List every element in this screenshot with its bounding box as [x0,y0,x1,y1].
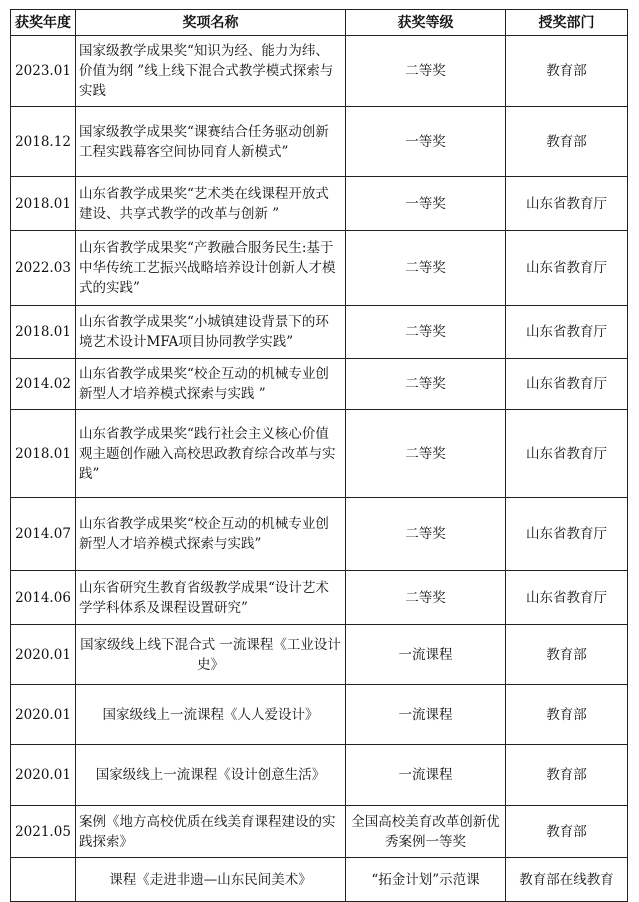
award-level: 二等奖 [346,36,506,107]
award-year: 2020.01 [11,745,76,806]
award-name: 国家级教学成果奖“课赛结合任务驱动创新工程实践幕客空间协同育人新模式” [76,107,346,177]
award-name: 案例《地方高校优质在线美育课程建设的实践探索》 [76,806,346,858]
award-name: 山东省教学成果奖“小城镇建设背景下的环境艺术设计MFA项目协同教学实践” [76,306,346,359]
header-level: 获奖等级 [346,10,506,36]
award-dept: 山东省教育厅 [506,231,628,306]
award-level: 二等奖 [346,498,506,571]
award-dept: 教育部 [506,685,628,745]
header-dept: 授奖部门 [506,10,628,36]
table-row [11,231,628,306]
header-year: 获奖年度 [11,10,76,36]
award-name: 山东省教学成果奖“校企互动的机械专业创新型人才培养模式探索与实践” [76,498,346,571]
award-name: 山东省教学成果奖“践行社会主义核心价值观主题创作融入高校思政教育综合改革与实践” [76,410,346,498]
award-dept: 山东省教育厅 [506,306,628,359]
table-row [11,359,628,410]
table-row [11,36,628,107]
award-level: 全国高校美育改革创新优秀案例一等奖 [346,806,506,858]
award-level: “拓金计划”示范课 [346,858,506,902]
award-name: 山东省教学成果奖“产教融合服务民生:基于中华传统工艺振兴战略培养设计创新人才模式的实践” [76,231,346,306]
award-name: 国家级线上一流课程《人人爱设计》 [76,685,346,745]
table-row [11,410,628,498]
award-name: 课程《走进非遗—山东民间美术》 [76,858,346,902]
table-row [11,625,628,685]
award-level: 一流课程 [346,745,506,806]
award-year: 2020.01 [11,625,76,685]
award-level: 一流课程 [346,685,506,745]
award-name: 国家级线上线下混合式 一流课程《工业设计史》 [76,625,346,685]
award-level: 二等奖 [346,410,506,498]
award-level: 一等奖 [346,107,506,177]
award-name: 山东省教学成果奖“校企互动的机械专业创新型人才培养模式探索与实践 ” [76,359,346,410]
award-dept: 教育部在线教育 [506,858,628,902]
table-row [11,806,628,858]
award-dept: 山东省教育厅 [506,177,628,231]
award-name: 山东省研究生教育省级教学成果“设计艺术学学科体系及课程设置研究” [76,571,346,625]
table-row [11,177,628,231]
table-row [11,107,628,177]
award-year: 2018.12 [11,107,76,177]
award-dept: 教育部 [506,107,628,177]
table-row [11,571,628,625]
award-name: 山东省教学成果奖“艺术类在线课程开放式建设、共享式教学的改革与创新 ” [76,177,346,231]
table-row [11,745,628,806]
award-year: 2014.02 [11,359,76,410]
award-year: 2021.05 [11,806,76,858]
header-name: 奖项名称 [76,10,346,36]
award-dept: 教育部 [506,36,628,107]
award-year: 2020.01 [11,685,76,745]
award-year: 2018.01 [11,306,76,359]
award-name: 国家级线上一流课程《设计创意生活》 [76,745,346,806]
award-dept: 山东省教育厅 [506,410,628,498]
award-level: 二等奖 [346,231,506,306]
award-level: 二等奖 [346,359,506,410]
award-year: 2023.01 [11,36,76,107]
award-year: 2014.07 [11,498,76,571]
award-level: 一等奖 [346,177,506,231]
award-dept: 山东省教育厅 [506,359,628,410]
award-level: 二等奖 [346,571,506,625]
award-level: 二等奖 [346,306,506,359]
table-row [11,306,628,359]
header-row [11,10,628,36]
award-dept: 教育部 [506,625,628,685]
award-dept: 教育部 [506,745,628,806]
table-row [11,685,628,745]
award-year: 2014.06 [11,571,76,625]
award-dept: 山东省教育厅 [506,498,628,571]
award-year [11,858,76,902]
award-level: 一流课程 [346,625,506,685]
award-dept: 山东省教育厅 [506,571,628,625]
award-year: 2018.01 [11,410,76,498]
award-dept: 教育部 [506,806,628,858]
award-year: 2018.01 [11,177,76,231]
table-row [11,498,628,571]
award-name: 国家级教学成果奖“知识为经、能力为纬、价值为纲 ”线上线下混合式教学模式探索与实践 [76,36,346,107]
award-year: 2022.03 [11,231,76,306]
table-row [11,858,628,902]
awards-table [10,9,628,902]
